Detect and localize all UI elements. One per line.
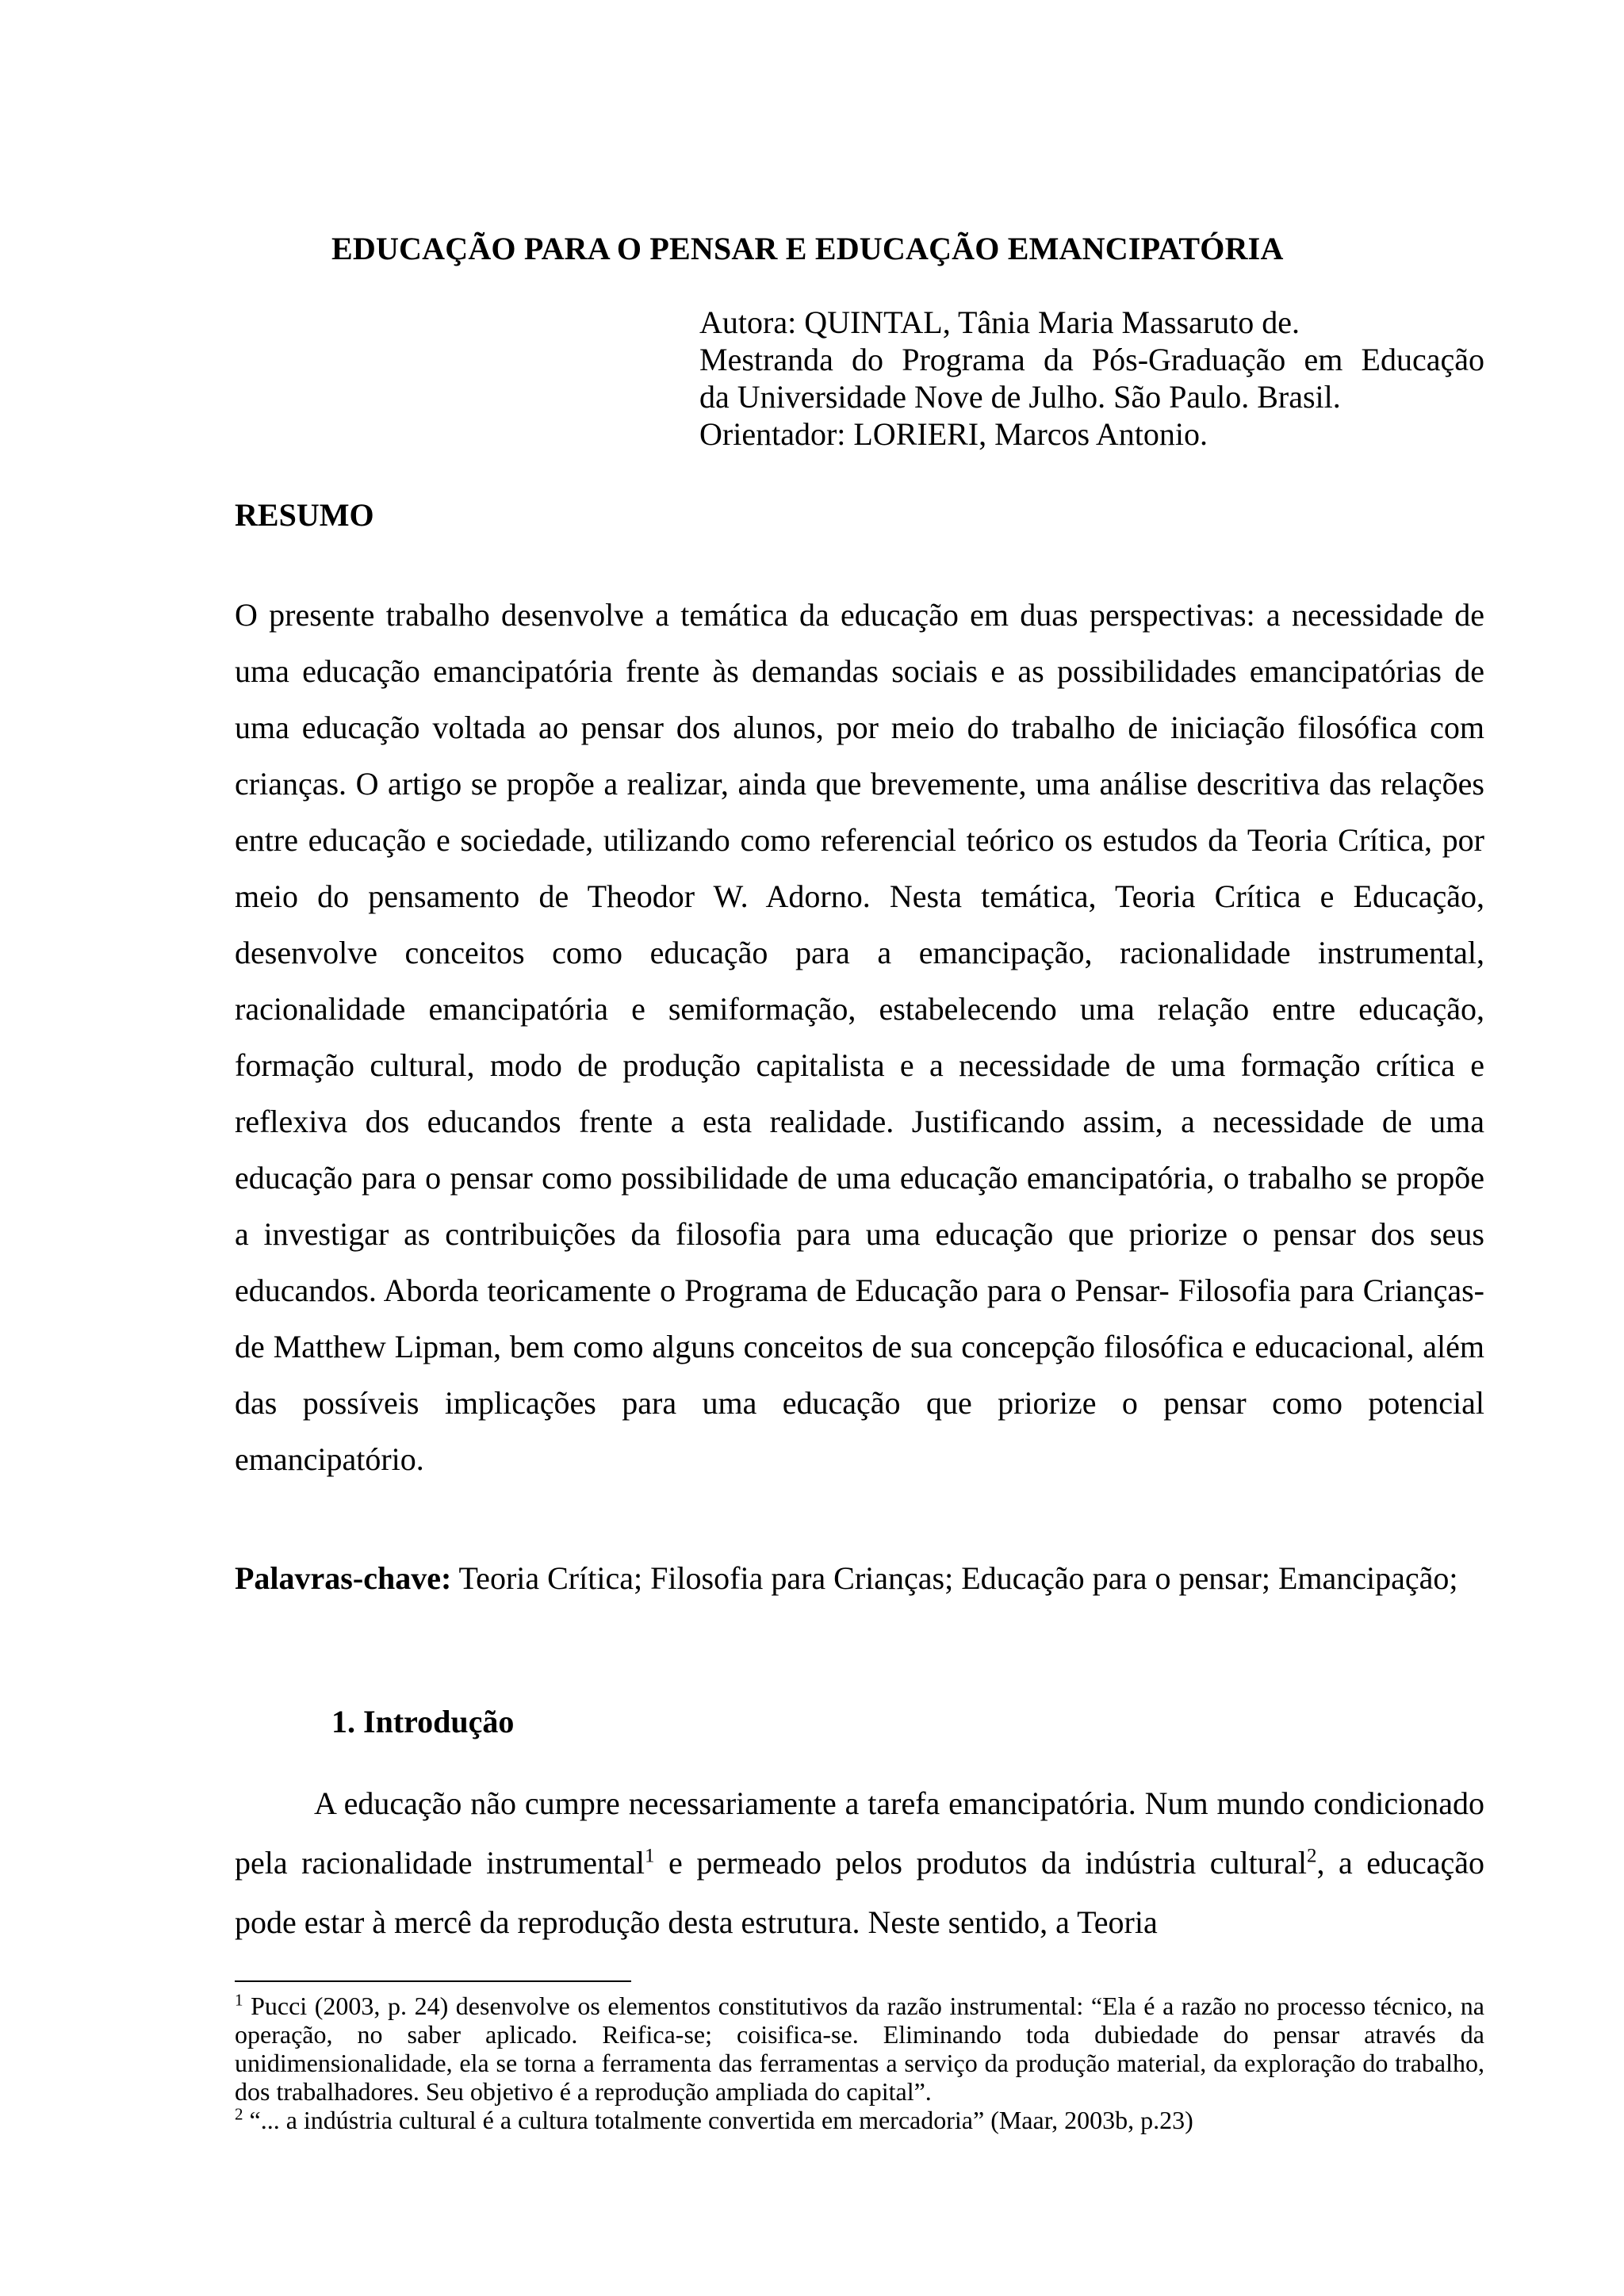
keywords-list: Teoria Crítica; Filosofia para Crianças; Educação para o pensar; Emancipação; (451, 1560, 1458, 1596)
footnote-ref-2: 2 (1306, 1845, 1317, 1867)
document-title: EDUCAÇÃO PARA O PENSAR E EDUCAÇÃO EMANCIPATÓRIA (331, 231, 1284, 266)
footnote-2 (235, 2106, 1484, 2134)
introduction-text-1: A educação não cumpre necessariamente a tarefa emancipatória. Num mundo condicionado pela racionalidade instrumental (235, 1785, 1484, 1881)
keywords (235, 1550, 1484, 1606)
abstract-text: O presente trabalho desenvolve a temática da educação em duas perspectivas: a necessidade de uma educação emancipatória frente às demandas sociais e as possibilidades emancipatórias de uma educação voltada ao pensar dos alunos, por meio do trabalho de iniciação filosófica com crianças. O artigo se propõe a realizar, ainda que brevemente, uma análise descritiva das relações entre educação e sociedade, utilizando como referencial teórico os estudos da Teoria Crítica, por meio do pensamento de Theodor W. Adorno. Nesta temática, Teoria Crítica e Educação, desenvolve conceitos como educação para a emancipação, racionalidade instrumental, racionalidade emancipatória e semiformação, estabelecendo uma relação entre educação, formação cultural, modo de produção capitalista e a necessidade de uma formação crítica e reflexiva dos educandos frente a esta realidade. Justificando assim, a necessidade de uma educação para o pensar como possibilidade de uma educação emancipatória, o trabalho se propõe a investigar as contribuições da filosofia para uma educação que priorize o pensar dos seus educandos. Aborda teoricamente o Programa de Educação para o Pensar- Filosofia para Crianças- de Matthew Lipman, bem como alguns conceitos de sua concepção filosófica e educacional, além das possíveis implicações para uma educação que priorize o pensar como potencial emancipatório. (235, 597, 1484, 1477)
introduction-text-3: , a educação pode estar à mercê da reprodução desta estrutura. Neste sentido, a Teoria (235, 1845, 1484, 1940)
footnote-separator (235, 1980, 631, 1982)
footnote-text-2: “... a indústria cultural é a cultura totalmente convertida em mercadoria” (Maar, 2003b, p.23) (243, 2106, 1193, 2134)
author-affiliation-line-2: da Universidade Nove de Julho. São Paulo. Brasil. (699, 379, 1341, 415)
footnote-number-1: 1 (235, 1990, 243, 2010)
keywords-label: Palavras-chave: (235, 1560, 452, 1596)
section-heading-introduction: 1. Introdução (331, 1704, 515, 1739)
advisor-name: Orientador: LORIERI, Marcos Antonio. (699, 416, 1208, 452)
introduction-text-2: e permeado pelos produtos da indústria cultural (654, 1845, 1307, 1881)
author-name: Autora: QUINTAL, Tânia Maria Massaruto de. (699, 304, 1300, 340)
abstract-heading: RESUMO (235, 497, 374, 533)
footnote-1 (235, 1992, 1484, 2106)
author-affiliation-line-1: Mestranda do Programa da Pós-Graduação em Educação (699, 342, 1484, 377)
introduction-paragraph (235, 1774, 1484, 1952)
footnote-ref-1: 1 (645, 1845, 655, 1867)
footnote-number-2: 2 (235, 2104, 243, 2124)
footnote-text-1: Pucci (2003, p. 24) desenvolve os elementos constitutivos da razão instrumental: “Ela é a razão no processo técnico, na operação, no saber aplicado. Reifica-se; coisifica-se. Eliminando toda dubiedade do pensar através da unidimensionalidade, ela se torna a ferramenta das ferramentas a serviço da produção material, da exploração do trabalho, dos trabalhadores. Seu objetivo é a reprodução ampliada do capital”. (235, 1992, 1484, 2106)
footnotes (235, 1992, 1484, 2134)
author-block (699, 304, 1484, 453)
